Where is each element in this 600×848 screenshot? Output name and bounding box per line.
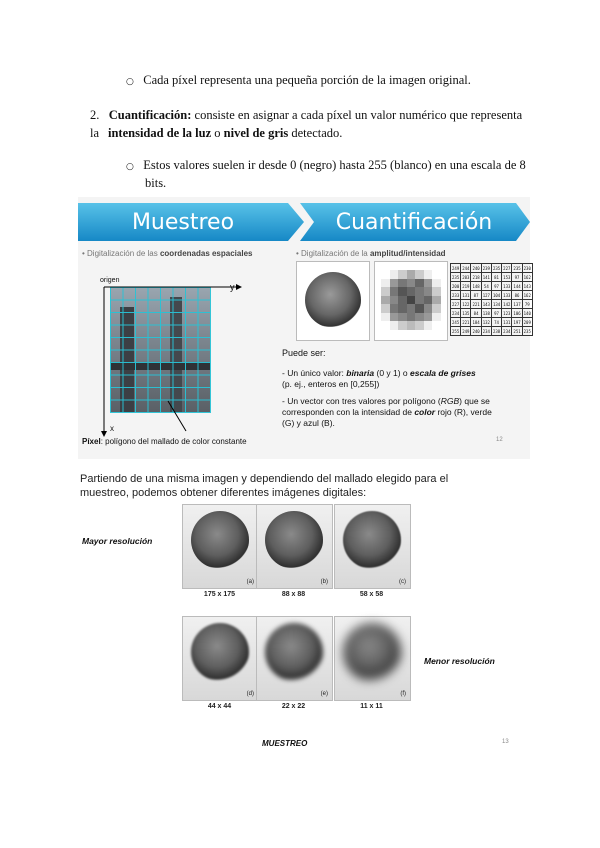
intensity-table <box>450 263 533 336</box>
opt-text: rojo (R), verde <box>435 407 492 417</box>
pixel-block <box>390 304 399 313</box>
table-cell: 235 <box>523 328 531 334</box>
pixel-block <box>424 321 433 330</box>
resolution-caption: 88 x 88 <box>281 591 306 598</box>
pixel-block <box>390 296 399 305</box>
paragraph-text: o <box>211 126 224 140</box>
banner-muestreo: Muestreo <box>131 209 235 235</box>
pixel-block <box>415 313 424 322</box>
subtitle-bold: coordenadas espaciales <box>159 249 253 258</box>
image-tag: (e) <box>320 691 328 697</box>
table-cell: 86 <box>512 291 522 300</box>
table-row <box>451 291 533 300</box>
table-cell: 138 <box>482 310 490 316</box>
image-tag: (c) <box>399 579 406 585</box>
pixel-block <box>381 279 390 288</box>
pixel-block <box>381 321 390 330</box>
pixel-block <box>432 279 441 288</box>
table-cell: 134 <box>492 301 501 307</box>
pixel-block <box>432 313 441 322</box>
paragraph-text: bits. <box>145 176 167 190</box>
option-1 <box>282 368 522 390</box>
table-cell: 140 <box>523 310 531 316</box>
pixel-block <box>381 296 390 305</box>
pixel-block <box>390 321 399 330</box>
table-row <box>451 327 533 336</box>
virus-pixelated <box>374 261 448 341</box>
mayor-resolucion: Mayor resolución <box>82 536 153 546</box>
pixel-block <box>424 279 433 288</box>
table-cell: 106 <box>513 310 521 316</box>
table-cell: 54 <box>481 282 491 291</box>
pixel-block <box>381 270 390 279</box>
table-cell: 162 <box>523 274 531 280</box>
pixel-block <box>415 321 424 330</box>
slide-number: 13 <box>502 739 509 745</box>
table-cell: 221 <box>462 319 470 325</box>
subtitle-text: Digitalización de las <box>87 249 160 258</box>
table-cell: 74 <box>491 318 501 327</box>
table-cell: 97 <box>512 273 522 282</box>
table-cell: 235 <box>452 274 460 280</box>
virus-image <box>191 623 249 681</box>
table-cell: 137 <box>513 301 521 307</box>
table-cell: 234 <box>503 328 511 334</box>
virus-image <box>343 623 401 681</box>
table-cell: 249 <box>452 265 460 271</box>
opt-italic: RGB <box>440 396 460 406</box>
table-cell: 144 <box>513 283 521 289</box>
pixel-block <box>390 313 399 322</box>
subtitle-right: • Digitalización de la amplitud/intensidad <box>296 249 446 258</box>
menor-resolucion: Menor resolución <box>424 656 495 666</box>
table-cell: 97 <box>491 282 501 291</box>
virus-image <box>265 623 323 681</box>
table-cell: 238 <box>492 328 501 334</box>
sub-bullet-1 <box>126 71 471 91</box>
pixel-block <box>407 296 416 305</box>
table-cell: 218 <box>472 274 480 280</box>
pixel-block <box>432 270 441 279</box>
pixel-block <box>432 287 441 296</box>
pixel-block <box>390 287 399 296</box>
table-cell: 104 <box>492 292 501 298</box>
image-tag: (f) <box>400 691 406 697</box>
table-cell: 131 <box>503 319 511 325</box>
pixel-block <box>407 313 416 322</box>
sub-bullet-2 <box>126 156 526 176</box>
opt-bold: color <box>414 407 436 417</box>
paragraph-text: Estos valores suelen ir desde 0 (negro) hasta 255 (blanco) en una escala de 8 <box>143 158 526 172</box>
opt-text: (0 y 1) o <box>374 368 411 378</box>
table-cell: 84 <box>471 309 481 318</box>
resolution-image <box>334 504 411 589</box>
pixel-block <box>390 279 399 288</box>
opt-text: - Un único valor: <box>282 368 347 378</box>
table-cell: 209 <box>523 319 531 325</box>
subtitle-left: • Digitalización de las coordenadas espaciales <box>82 249 253 258</box>
slide-resoluciones <box>72 466 527 756</box>
term-bold: nivel de gris <box>223 126 289 140</box>
pixel-block <box>398 313 407 322</box>
resolution-image <box>256 616 333 701</box>
pixel-rest: : polígono del mallado de color constante <box>100 437 247 446</box>
table-cell: 133 <box>503 292 511 298</box>
table-row <box>451 309 533 318</box>
table-row <box>451 282 533 291</box>
opt-text: (G) y azul (B). <box>282 418 335 428</box>
resolution-image <box>256 504 333 589</box>
table-cell: 240 <box>472 328 480 334</box>
resolution-image <box>334 616 411 701</box>
pixel-block <box>381 313 390 322</box>
opt-text: corresponden con la intensidad de <box>282 407 415 417</box>
list-number: 2. <box>90 108 100 122</box>
table-cell: 133 <box>503 283 511 289</box>
opt-text: - Un vector con tres valores por polígono ( <box>282 396 441 406</box>
pixel-block <box>432 304 441 313</box>
table-cell: 153 <box>503 274 511 280</box>
table-cell: 131 <box>462 292 470 298</box>
pixel-block <box>398 279 407 288</box>
resolution-caption: 58 x 58 <box>359 591 384 598</box>
pixel-block <box>424 287 433 296</box>
pixel-grid <box>381 270 441 330</box>
table-cell: 184 <box>472 319 480 325</box>
pixel-bold: Píxel <box>82 437 101 446</box>
intro-line: Partiendo de una misma imagen y dependiendo del mallado elegido para el <box>80 473 449 485</box>
banner-cuantificacion: Cuantificación <box>335 209 493 235</box>
pixel-block <box>398 304 407 313</box>
image-tag: (a) <box>246 579 254 585</box>
table-cell: 251 <box>513 328 521 334</box>
resolution-caption: 11 x 11 <box>360 703 383 710</box>
resolution-caption: 44 x 44 <box>207 703 232 710</box>
table-row <box>451 273 533 282</box>
origin-label: origen <box>100 277 120 284</box>
slide-muestreo-cuantificacion <box>78 197 530 459</box>
term-bold: intensidad de la luz <box>108 126 212 140</box>
table-cell: 79 <box>522 300 532 309</box>
resolution-caption: 22 x 22 <box>281 703 306 710</box>
slide-number: 12 <box>496 437 503 443</box>
table-cell: 255 <box>452 328 460 334</box>
pixel-block <box>407 279 416 288</box>
table-cell: 127 <box>482 292 490 298</box>
hollow-bullet-icon: ○ <box>126 162 134 172</box>
table-cell: 234 <box>482 328 490 334</box>
table-cell: 227 <box>503 265 511 271</box>
pixel-block <box>398 287 407 296</box>
sub-bullet-2-cont <box>145 174 166 192</box>
paragraph-text: detectado. <box>288 126 343 140</box>
pixel-block <box>415 287 424 296</box>
image-tag: (d) <box>246 691 254 697</box>
pixel-block <box>398 296 407 305</box>
table-cell: 81 <box>491 273 501 282</box>
virus-image <box>343 511 401 569</box>
table-cell: 239 <box>482 265 490 271</box>
table-cell: 197 <box>513 319 521 325</box>
table-cell: 249 <box>462 328 470 334</box>
subtitle-bold: amplitud/intensidad <box>369 249 446 258</box>
table-cell: 219 <box>462 283 470 289</box>
table-cell: 87 <box>471 291 481 300</box>
list-item-2-cont <box>108 124 342 142</box>
table-row <box>451 264 533 273</box>
pixel-block <box>415 279 424 288</box>
subtitle-text: Digitalización de la <box>301 249 370 258</box>
table-cell: 200 <box>452 283 460 289</box>
pixel-block <box>415 296 424 305</box>
pixel-block <box>415 304 424 313</box>
table-cell: 142 <box>503 301 511 307</box>
pixel-block <box>398 270 407 279</box>
resolution-caption: 175 x 175 <box>203 591 236 598</box>
intro-text <box>80 472 448 500</box>
table-cell: 221 <box>472 301 480 307</box>
pixel-block <box>415 270 424 279</box>
table-cell: 233 <box>452 292 460 298</box>
pixel-block <box>407 304 416 313</box>
pixel-block <box>407 287 416 296</box>
pixel-block <box>381 287 390 296</box>
opt-bold: escala de grises <box>410 368 476 378</box>
table-cell: 148 <box>472 283 480 289</box>
virus-image <box>305 272 361 328</box>
image-tag: (b) <box>320 579 328 585</box>
pixel-block <box>424 313 433 322</box>
pixel-block <box>424 304 433 313</box>
table-cell: 143 <box>482 301 490 307</box>
option-2 <box>282 396 527 429</box>
table-cell: 203 <box>462 274 470 280</box>
table-cell: 227 <box>452 301 460 307</box>
table-cell: 135 <box>462 310 470 316</box>
puede-ser: Puede ser: <box>282 348 326 358</box>
term-bold: Cuantificación: <box>108 108 192 122</box>
pixel-block <box>407 270 416 279</box>
pixel-block <box>407 321 416 330</box>
virus-image <box>265 511 323 569</box>
table-cell: 132 <box>482 319 490 325</box>
pixel-block <box>424 296 433 305</box>
pixel-block <box>381 304 390 313</box>
table-row <box>451 300 533 309</box>
resolution-image <box>182 504 259 589</box>
paragraph-text: consiste en asignar a cada píxel un valor numérico que representa la <box>90 108 523 140</box>
paragraph-text: Cada píxel representa una pequeña porción de la imagen original. <box>143 73 471 87</box>
muestreo-footer: MUESTREO <box>262 739 308 748</box>
pixel-block <box>390 270 399 279</box>
table-cell: 235 <box>492 265 501 271</box>
table-cell: 122 <box>462 301 470 307</box>
y-axis-label: y <box>230 282 235 292</box>
table-cell: 244 <box>462 265 470 271</box>
pixel-caption <box>82 437 247 446</box>
table-cell: 141 <box>482 274 490 280</box>
virus-image <box>191 511 249 569</box>
table-cell: 234 <box>452 310 460 316</box>
table-cell: 97 <box>491 309 501 318</box>
axes <box>96 281 246 441</box>
table-cell: 162 <box>523 292 531 298</box>
hollow-bullet-icon: ○ <box>126 77 134 87</box>
opt-bold: binaria <box>346 368 375 378</box>
table-cell: 230 <box>523 265 531 271</box>
intro-line: muestreo, podemos obtener diferentes imágenes digitales: <box>80 487 367 499</box>
x-axis-label: x <box>110 424 114 433</box>
table-cell: 235 <box>513 265 521 271</box>
table-cell: 245 <box>452 319 460 325</box>
table-cell: 123 <box>503 310 511 316</box>
pixel-block <box>432 296 441 305</box>
table-cell: 143 <box>523 283 531 289</box>
opt-text: ) que se <box>459 396 490 406</box>
table-cell: 240 <box>472 265 480 271</box>
resolution-image <box>182 616 259 701</box>
table-row <box>451 318 533 327</box>
pixel-block <box>424 270 433 279</box>
pixel-block <box>432 321 441 330</box>
virus-original <box>296 261 370 341</box>
opt-text: (p. ej., enteros en [0,255]) <box>282 379 380 389</box>
pixel-block <box>398 321 407 330</box>
